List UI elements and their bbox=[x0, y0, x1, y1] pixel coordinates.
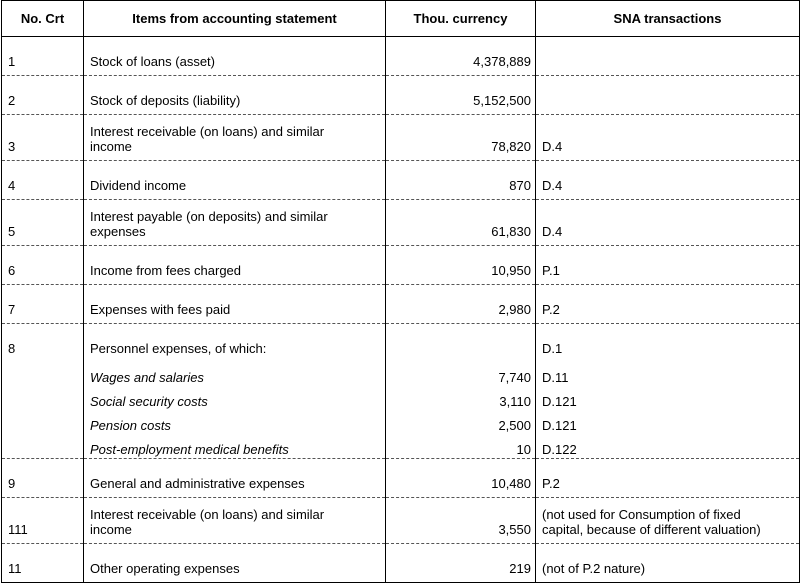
table-subrow bbox=[2, 410, 800, 434]
row-item: Wages and salaries bbox=[84, 362, 386, 386]
row-amount: 7,740 bbox=[386, 362, 536, 386]
row-item: Other operating expenses bbox=[84, 544, 386, 583]
row-sna: D.122 bbox=[536, 434, 800, 459]
row-sna bbox=[536, 76, 800, 115]
row-item: Post-employment medical benefits bbox=[84, 434, 386, 459]
row-item: Stock of loans (asset) bbox=[84, 37, 386, 76]
row-number: 6 bbox=[2, 246, 84, 285]
row-item-line2: expenses bbox=[90, 224, 146, 239]
table-row bbox=[2, 115, 800, 161]
row-number: 4 bbox=[2, 161, 84, 200]
row-item: Expenses with fees paid bbox=[84, 285, 386, 324]
row-item-line1: Interest receivable (on loans) and similar bbox=[90, 124, 325, 139]
row-sna: D.4 bbox=[536, 200, 800, 246]
row-item-line1: Interest receivable (on loans) and similar bbox=[90, 507, 325, 522]
row-item-line2: income bbox=[90, 139, 132, 154]
row-sna: (not of P.2 nature) bbox=[536, 544, 800, 583]
row-number: 11 bbox=[2, 544, 84, 583]
row-item: Pension costs bbox=[84, 410, 386, 434]
row-sna: D.11 bbox=[536, 362, 800, 386]
row-number: 111 bbox=[2, 498, 84, 544]
row-number: 1 bbox=[2, 37, 84, 76]
row-amount: 870 bbox=[386, 161, 536, 200]
row-item: General and administrative expenses bbox=[84, 459, 386, 498]
row-sna bbox=[536, 37, 800, 76]
header-sna: SNA transactions bbox=[536, 1, 800, 37]
row-item-line1: Interest payable (on deposits) and similar bbox=[90, 209, 328, 224]
table-subrow bbox=[2, 362, 800, 386]
table-row bbox=[2, 161, 800, 200]
row-number: 7 bbox=[2, 285, 84, 324]
row-number: 9 bbox=[2, 459, 84, 498]
table-row bbox=[2, 459, 800, 498]
row-sna-line2: capital, because of different valuation) bbox=[542, 522, 761, 537]
row-amount: 219 bbox=[386, 544, 536, 583]
row-amount: 10,950 bbox=[386, 246, 536, 285]
header-item: Items from accounting statement bbox=[84, 1, 386, 37]
row-amount: 3,110 bbox=[386, 386, 536, 410]
row-amount: 2,980 bbox=[386, 285, 536, 324]
table-subrow bbox=[2, 386, 800, 410]
row-item: Stock of deposits (liability) bbox=[84, 76, 386, 115]
row-amount: 5,152,500 bbox=[386, 76, 536, 115]
row-sna: P.2 bbox=[536, 285, 800, 324]
table-row bbox=[2, 324, 800, 363]
row-amount: 61,830 bbox=[386, 200, 536, 246]
row-amount: 2,500 bbox=[386, 410, 536, 434]
accounting-table bbox=[1, 0, 800, 583]
row-amount: 4,378,889 bbox=[386, 37, 536, 76]
table-row bbox=[2, 498, 800, 544]
table-row bbox=[2, 285, 800, 324]
row-amount bbox=[386, 324, 536, 363]
header-amount: Thou. currency bbox=[386, 1, 536, 37]
row-number: 8 bbox=[2, 324, 84, 363]
row-item: Personnel expenses, of which: bbox=[84, 324, 386, 363]
row-amount: 78,820 bbox=[386, 115, 536, 161]
table-row bbox=[2, 544, 800, 583]
row-sna: D.4 bbox=[536, 161, 800, 200]
row-item-line2: income bbox=[90, 522, 132, 537]
header-row bbox=[2, 1, 800, 37]
row-amount: 10 bbox=[386, 434, 536, 459]
row-sna-line1: (not used for Consumption of fixed bbox=[542, 507, 741, 522]
row-number: 2 bbox=[2, 76, 84, 115]
row-number: 5 bbox=[2, 200, 84, 246]
row-item bbox=[84, 498, 386, 544]
table-row bbox=[2, 76, 800, 115]
row-item bbox=[84, 200, 386, 246]
row-sna: D.1 bbox=[536, 324, 800, 363]
row-sna: D.121 bbox=[536, 386, 800, 410]
row-amount: 3,550 bbox=[386, 498, 536, 544]
row-item: Dividend income bbox=[84, 161, 386, 200]
row-sna: P.1 bbox=[536, 246, 800, 285]
row-sna bbox=[536, 498, 800, 544]
table-subrow bbox=[2, 434, 800, 459]
row-item: Social security costs bbox=[84, 386, 386, 410]
table-row bbox=[2, 37, 800, 76]
table-row bbox=[2, 200, 800, 246]
header-no: No. Crt bbox=[2, 1, 84, 37]
row-item bbox=[84, 115, 386, 161]
table-row bbox=[2, 246, 800, 285]
row-amount: 10,480 bbox=[386, 459, 536, 498]
row-sna: P.2 bbox=[536, 459, 800, 498]
row-number: 3 bbox=[2, 115, 84, 161]
row-sna: D.121 bbox=[536, 410, 800, 434]
row-item: Income from fees charged bbox=[84, 246, 386, 285]
row-sna: D.4 bbox=[536, 115, 800, 161]
